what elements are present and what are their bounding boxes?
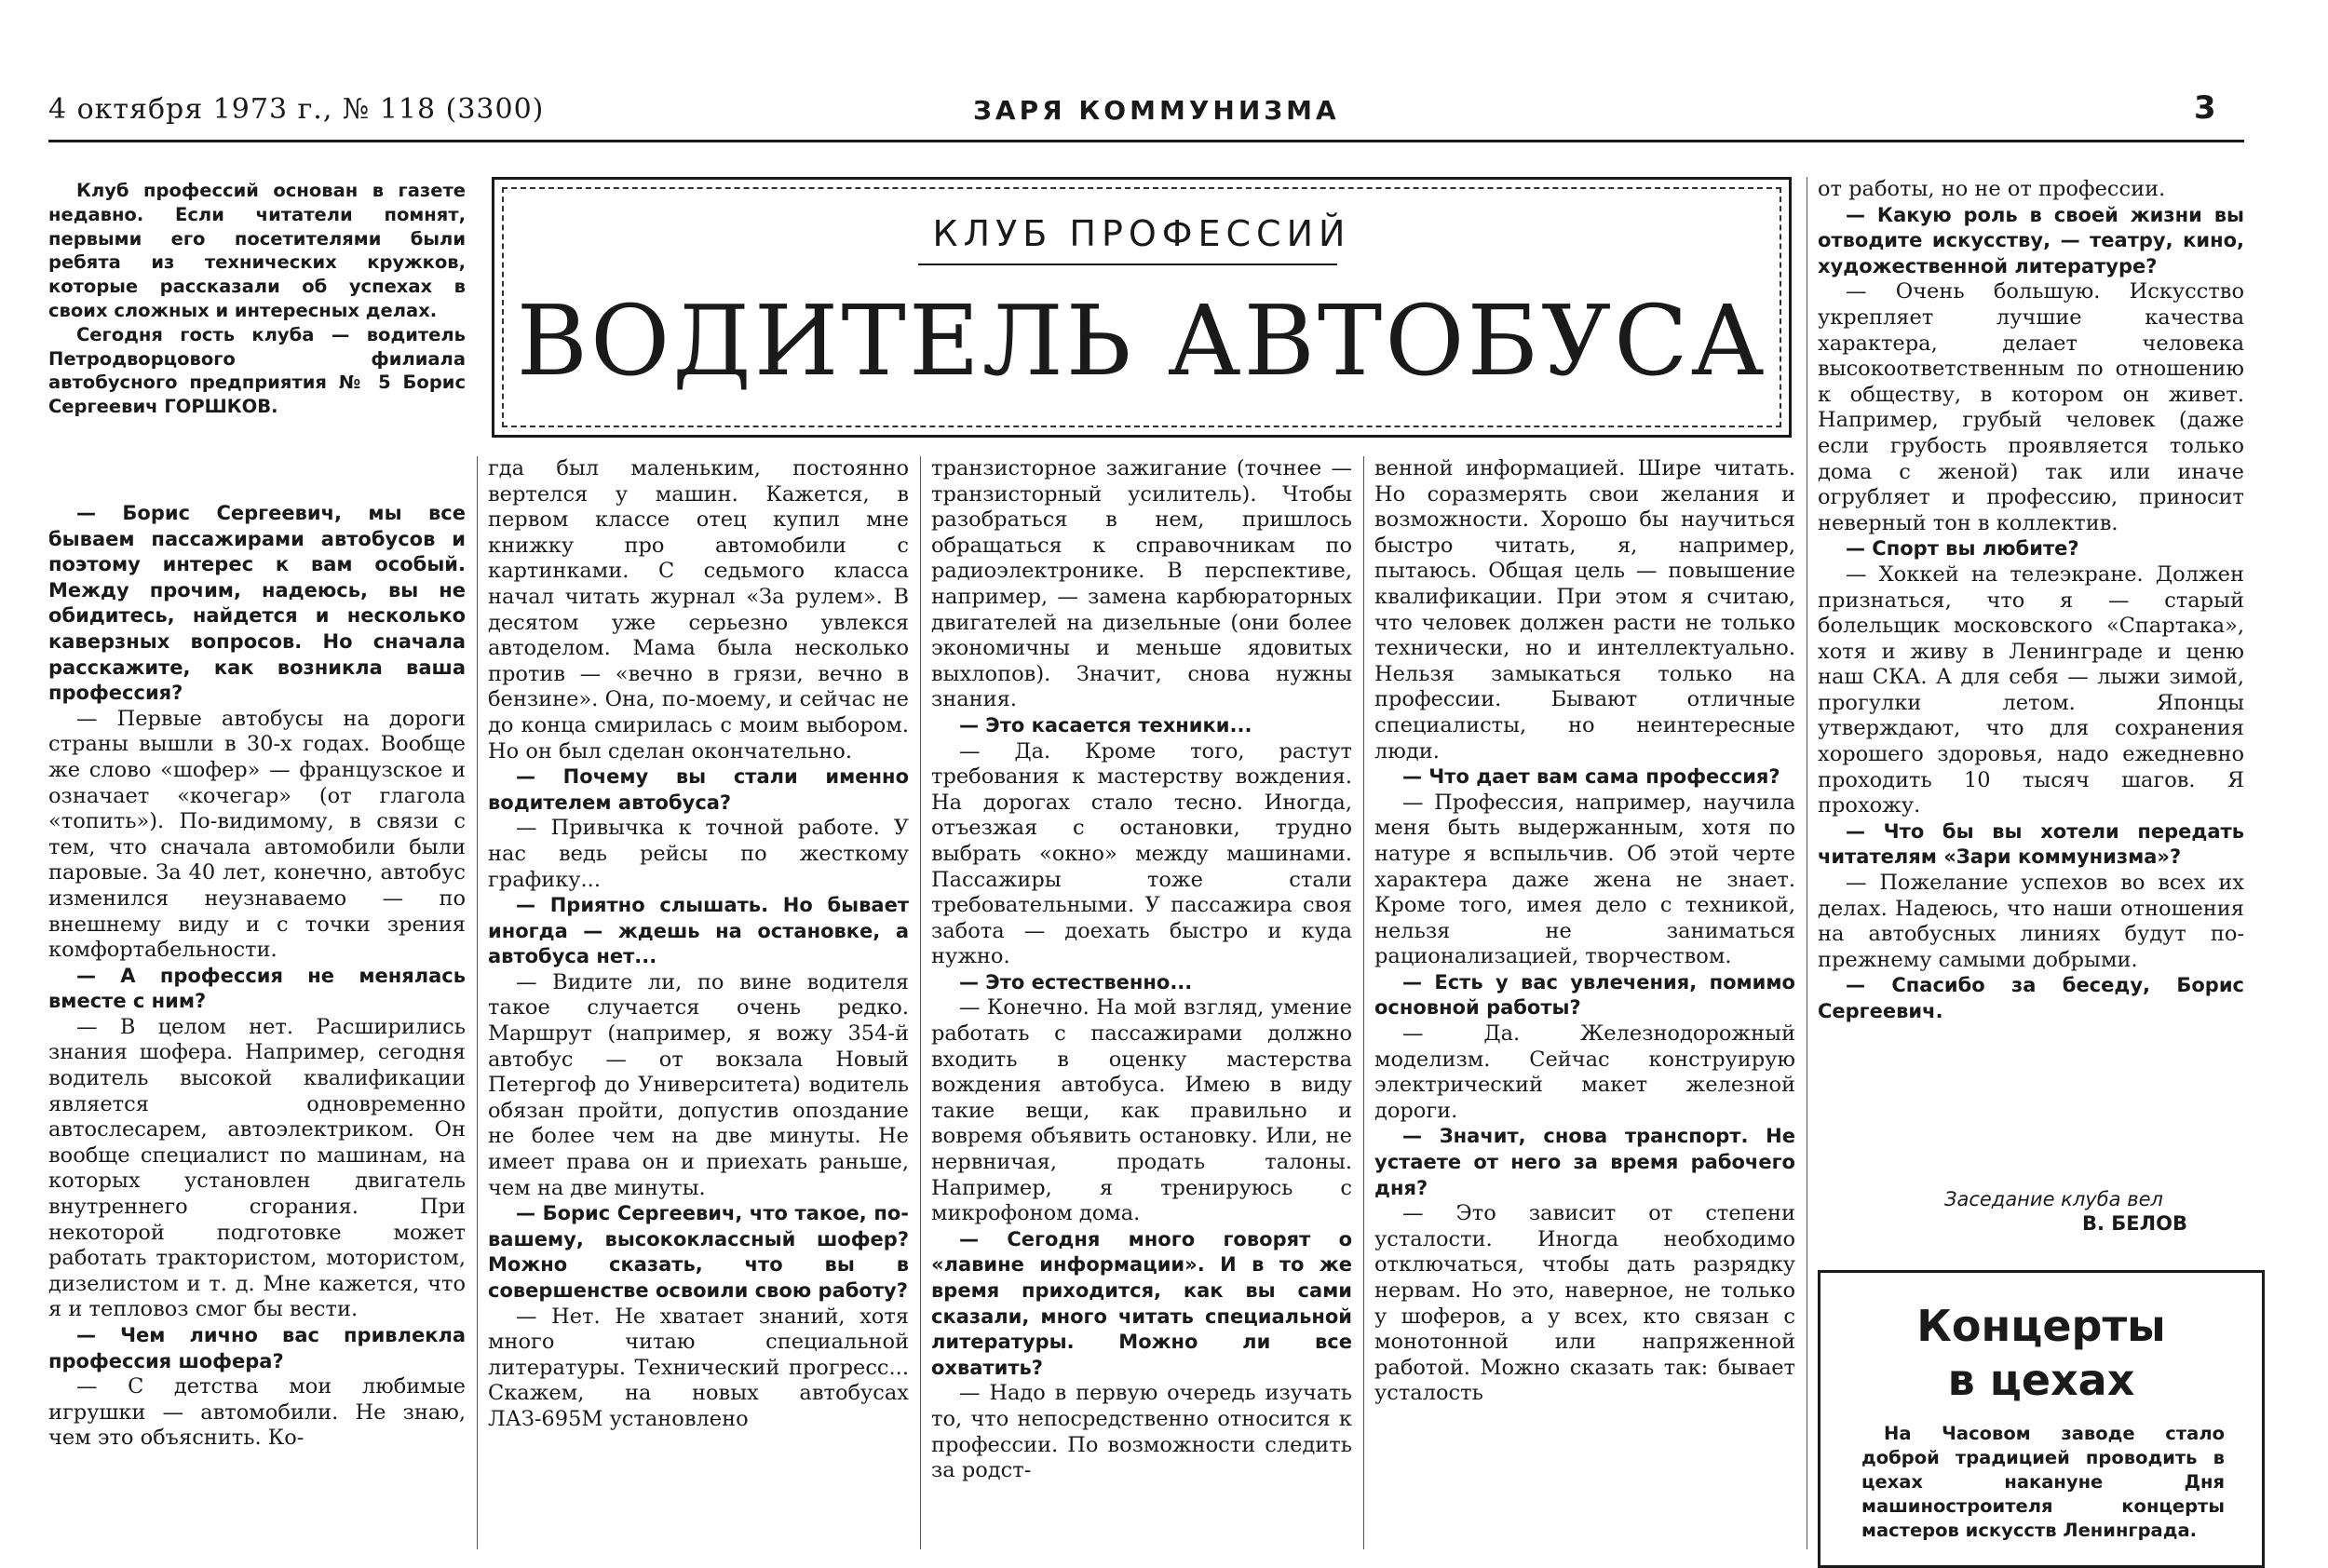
- column-divider: [1363, 456, 1364, 1549]
- column-divider: [920, 456, 921, 1549]
- interview-answer: — Первые автобусы на дороги страны вышли в 30-х годах. Вообще же слово «шофер» — французское и означает «кочегар» (от глагола «топить»). По-видимому, в связи с тем, что сначала автомобили были паровые. За 40 лет, конечно, автобус изменился неузнаваемо — по внешнему виду и с точки зрения комфортабельности.: [48, 706, 466, 963]
- interview-answer: — Надо в первую очередь изучать то, что непосредственно относится к профессии. По возможности следить за родст-: [931, 1381, 1352, 1483]
- interview-question: — Это касается техники...: [959, 713, 1252, 737]
- concerts-title-line-2: в цехах: [1947, 1355, 2135, 1405]
- article-column-5: [1818, 177, 2244, 1164]
- interview-question: — Это естественно...: [959, 970, 1193, 994]
- signature-name: В. БЕЛОВ: [2082, 1212, 2187, 1235]
- interview-answer: — Да. Кроме того, растут требования к мастерству вождения. На дорогах стало тесно. Иногда, отъезжая с остановки, трудно выбрать «окно» между машинами. Пассажиры тоже стали требовательными. У пассажира своя забота — доехать быстро и куда нужно.: [931, 738, 1352, 969]
- interview-answer: транзисторное зажигание (точнее — транзисторный усилитель). Чтобы разобраться в нем, пришлось обращаться к справочникам по радиоэлектронике. В перспективе, например, — замена карбюраторных двигателей на дизельные (они более экономичны и меньше ядовитых выхлопов). Значит, снова нужны знания.: [931, 456, 1352, 712]
- interview-question: — Борис Сергеевич, что такое, по-вашему, высококлассный шофер? Можно сказать, что вы в совершенстве освоили свою работу?: [488, 1202, 909, 1302]
- rubric-kicker: КЛУБ ПРОФЕССИЙ: [932, 213, 1351, 254]
- column-divider: [477, 456, 478, 1549]
- concerts-title-line-1: Концерты: [1916, 1301, 2166, 1351]
- article-intro: [48, 179, 466, 505]
- interview-answer: — Хоккей на телеэкране. Должен признаться, что я — старый болельщик московского «Спартака», хотя и живу в Ленинграде и ценю наш СКА. А для себя — лыжи зимой, прогулки летом. Японцы утверждают, что для сохранения хорошего здоровья, надо ежедневно проходить 10 тысяч шагов. Я прохожу.: [1818, 561, 2244, 818]
- article-headline: ВОДИТЕЛЬ АВТОБУСА: [516, 284, 1767, 398]
- article-column-3: [931, 456, 1352, 1549]
- concerts-box: [1818, 1270, 2265, 1568]
- interview-question: — Что дает вам сама профессия?: [1402, 765, 1780, 789]
- concerts-text: На Часовом заводе стало доброй традицией проводить в цехах накануне Дня машиностроителя концерты мастеров искусств Ленинграда.: [1861, 1423, 2225, 1541]
- interview-question: — Значит, снова транспорт. Не устаете от него за время рабочего дня?: [1374, 1125, 1795, 1199]
- interview-question: — А профессия не менялась вместе с ним?: [48, 964, 466, 1013]
- interview-question: — Приятно слышать. Но бывает иногда — ждешь на остановке, а автобуса нет...: [488, 894, 909, 968]
- interview-question: — Что бы вы хотели передать читателям «Зари коммунизма»?: [1818, 819, 2244, 869]
- article-column-1: [48, 501, 466, 1549]
- article-column-2: [488, 456, 909, 1549]
- interview-answer: — С детства мои любимые игрушки — автомобили. Не знаю, чем это объяснить. Ко-: [48, 1374, 466, 1451]
- article-column-4: [1374, 456, 1795, 1549]
- interview-question: — Какую роль в своей жизни вы отводите искусству, — театру, кино, художественной литературе?: [1818, 203, 2244, 277]
- interview-answer: гда был маленьким, постоянно вертелся у машин. Кажется, в первом классе отец купил мне книжку про автомобили с картинками. С седьмого класса начал читать журнал «За рулем». В десятом уже серьезно увлекся автоделом. Мама была несколько против — «вечно в грязи, вечно в бензине». Она, по-моему, и сейчас не до конца смирилась с моим выбором. Но он был сделан окончательно.: [488, 456, 909, 764]
- interview-question: — Почему вы стали именно водителем автобуса?: [488, 765, 909, 814]
- intro-paragraph: Клуб профессий основан в газете недавно. Если читатели помнят, первыми его посетителями были ребята из технических кружков, которые рассказали об успехах в своих сложных и интересных делах.: [48, 180, 466, 321]
- interview-question: — Борис Сергеевич, мы все бываем пассажирами автобусов и поэтому интерес к вам особый. Между прочим, надеюсь, вы не обидитесь, найдется и несколько каверзных вопросов. Но сначала расскажите, как возникла ваша профессия?: [48, 502, 466, 705]
- interview-answer: — Профессия, например, научила меня быть выдержанным, хотя по натуре я вспыльчив. Об этой черте характера даже жена не знает. Кроме того, имея дело с техникой, нельзя не заниматься рационализацией, творчеством.: [1374, 790, 1795, 969]
- intro-paragraph: Сегодня гость клуба — водитель Петродворцового филиала автобусного предприятия № 5 Борис Сергеевич ГОРШКОВ.: [48, 323, 466, 418]
- interview-answer: от работы, но не от профессии.: [1818, 177, 2166, 201]
- interview-answer: венной информацией. Шире читать. Но соразмерять свои желания и возможности. Хорошо бы научиться быстро читать, я, например, пытаюсь. Общая цель — повышение квалификации. При этом я считаю, что человек должен расти не только технически, но и интеллектуально. Нельзя замыкаться только на профессии. Бывают отличные специалисты, но неинтересные люди.: [1374, 456, 1795, 764]
- interview-answer: — Пожелание успехов во всех их делах. Надеюсь, что наши отношения на автобусных линиях будут по-прежнему самыми добрыми.: [1818, 871, 2244, 972]
- page-number: 3: [2194, 89, 2216, 127]
- signature-line: Заседание клуба вел: [1944, 1188, 2163, 1210]
- interview-question: — Спорт вы любите?: [1846, 537, 2079, 561]
- interview-question: — Спасибо за беседу, Борис Сергеевич.: [1818, 974, 2244, 1022]
- interview-answer: — Да. Железнодорожный моделизм. Сейчас конструирую электрический макет железной дороги.: [1374, 1021, 1795, 1123]
- interview-question: — Чем лично вас привлекла профессия шофера?: [48, 1324, 466, 1372]
- interview-question: — Сегодня много говорят о «лавине информации». И в то же время приходится, как вы сами сказали, много читать специальной литературы. Можно ли все охватить?: [931, 1227, 1352, 1379]
- interview-answer: — Конечно. На мой взгляд, умение работать с пассажирами должно входить в оценку мастерства вождения автобуса. Имею в виду такие вещи, как правильно и вовремя объявить остановку. Или, не нервничая, продать талоны. Например, я тренируюсь с микрофоном дома.: [931, 995, 1352, 1226]
- interview-answer: — Видите ли, по вине водителя такое случается очень редко. Маршрут (например, я вожу 354-й автобус — от вокзала Новый Петергоф до Университета) водитель обязан пройти, допустив опоздание не более чем на две минуты. Не имеет права он и приехать раньше, чем на две минуты.: [488, 969, 909, 1200]
- interview-question: — Есть у вас увлечения, помимо основной работы?: [1374, 970, 1795, 1020]
- interview-answer: — Привычка к точной работе. У нас ведь рейсы по жесткому графику...: [488, 816, 909, 892]
- issue-date: 4 октября 1973 г., № 118 (3300): [48, 93, 545, 126]
- interview-answer: — В целом нет. Расширились знания шофера. Например, сегодня водитель высокой квалификации является одновременно автослесарем, автоэлектриком. Он вообще специалист по машинам, на которых установлен двигатель внутреннего сгорания. При некоторой подготовке может работать трактористом, мотористом, дизелистом и т. д. Мне кажется, что я и тепловоз смог бы вести.: [48, 1014, 466, 1322]
- newspaper-name: ЗАРЯ КОММУНИЗМА: [973, 95, 1340, 126]
- concerts-title: [1820, 1299, 2262, 1407]
- interview-answer: — Это зависит от степени усталости. Иногда необходимо отключаться, чтобы дать разрядку нервам. Но это, наверное, не только у шоферов, а у всех, кто связан с монотонной или напряженной работой. Можно сказать так: бывает усталость: [1374, 1201, 1795, 1406]
- header-rule: [48, 140, 2244, 142]
- headline-box: [492, 177, 1792, 438]
- kicker-rule: [918, 264, 1337, 265]
- interview-answer: — Очень большую. Искусство укрепляет лучшие качества характера, делает человека высокоответственным по отношению к обществу, в котором он живет. Например, грубый человек (даже если грубость проявляется только дома с женой) так или иначе огрубляет и профессию, приносит неверный тон в коллектив.: [1818, 279, 2244, 535]
- interview-answer: — Нет. Не хватает знаний, хотя много читаю специальной литературы. Технический прогресс... Скажем, на новых автобусах ЛАЗ-695М установлено: [488, 1304, 909, 1431]
